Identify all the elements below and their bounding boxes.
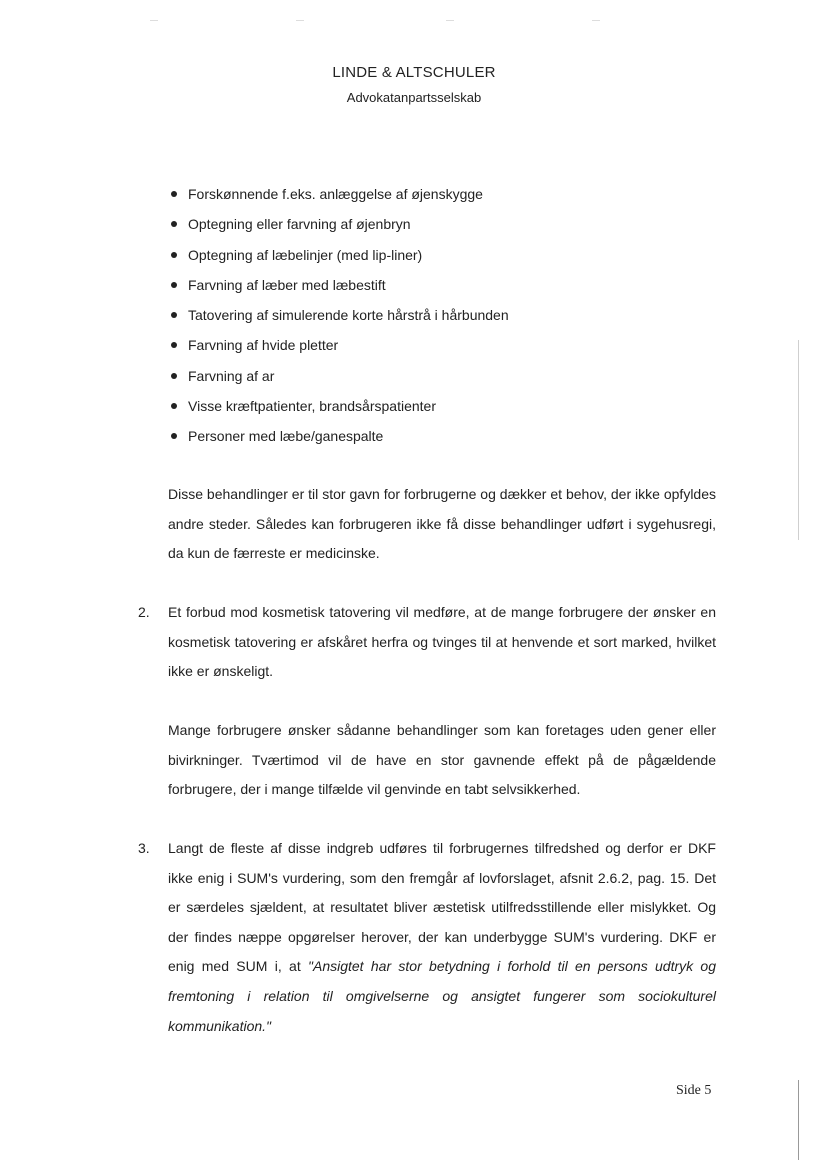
scan-mark [446,20,454,21]
bullet-icon [171,282,177,288]
bullet-icon [171,373,177,379]
item-2-text: Et forbud mod kosmetisk tatovering vil medføre, at de mange forbrugere der ønsker en kosmetisk tatovering er afskåret herfra og tvinges til at henvende et sort marked, hvilket ikke er ønskeligt. [168,604,716,680]
scan-mark [592,20,600,21]
scan-mark [296,20,304,21]
bullet-icon [171,312,177,318]
list-item-text: Farvning af læber med læbestift [188,276,386,293]
page-number: Side 5 [676,1083,712,1098]
scan-mark [150,20,158,21]
item-3-number: 3. [138,840,150,856]
scan-edge-line [798,340,799,540]
list-item [170,334,509,364]
bullet-icon [171,342,177,348]
item-3-quote: "Ansigtet har stor betydning i forhold til en persons udtryk og fremtoning i relation til omgivelserne og ansigtet fungerer som sociokulturel kommunikation." [168,958,717,1034]
list-item [170,395,509,425]
list-item-text: Farvning af hvide pletter [188,337,339,354]
firm-type: Advokatanpartsselskab [346,90,482,105]
item-2-followup: Mange forbrugere ønsker sådanne behandlinger som kan foretages uden gener eller bivirkninger. Tværtimod vil de have en stor gavnende effekt på de pågældende forbrugere, der i mange tilfælde vil genvinde en tabt selvsikkerhed. [168,722,716,798]
list-item [170,213,509,243]
item-3-text [168,834,716,1041]
item-2-number: 2. [138,604,150,620]
bullet-icon [171,191,177,197]
bullet-icon [171,403,177,409]
list-item-text: Personer med læbe/ganespalte [188,428,384,445]
list-item [170,365,509,395]
treatment-list [170,183,509,456]
intro-paragraph: Disse behandlinger er til stor gavn for forbrugerne og dækker et behov, der ikke opfyldes andre steder. Således kan forbrugeren ikke få disse behandlinger udført i sygehusregi, da kun de færreste er medicinske. [168,486,716,562]
firm-name: LINDE & ALTSCHULER [332,64,496,81]
list-item-text: Visse kræftpatienter, brandsårspatienter [188,398,436,415]
bullet-icon [171,433,177,439]
list-item-text: Optegning af læbelinjer (med lip-liner) [188,246,423,263]
list-item [170,304,509,334]
list-item [170,274,509,304]
list-item [170,183,509,213]
list-item-text: Farvning af ar [188,367,275,384]
list-item-text: Tatovering af simulerende korte hårstrå i hårbunden [188,307,509,324]
scan-edge-line [798,1080,799,1160]
list-item-text: Forskønnende f.eks. anlæggelse af øjenskygge [188,186,483,202]
bullet-icon [171,221,177,227]
list-item [170,425,509,455]
item-3-body: Langt de fleste af disse indgreb udføres til forbrugernes tilfredshed og derfor er DKF ikke enig i SUM's vurdering, som den fremgår af lovforslaget, afsnit 2.6.2, pag. 15. Det er særdeles sjældent, at resultatet bliver æstetisk utilfredsstillende eller mislykket. Og der findes næppe opgørelser herover, der kan underbygge SUM's vurdering. DKF er enig med SUM i, at [168,840,716,975]
list-item-text: Optegning eller farvning af øjenbryn [188,216,411,233]
list-item [170,244,509,274]
bullet-icon [171,252,177,258]
